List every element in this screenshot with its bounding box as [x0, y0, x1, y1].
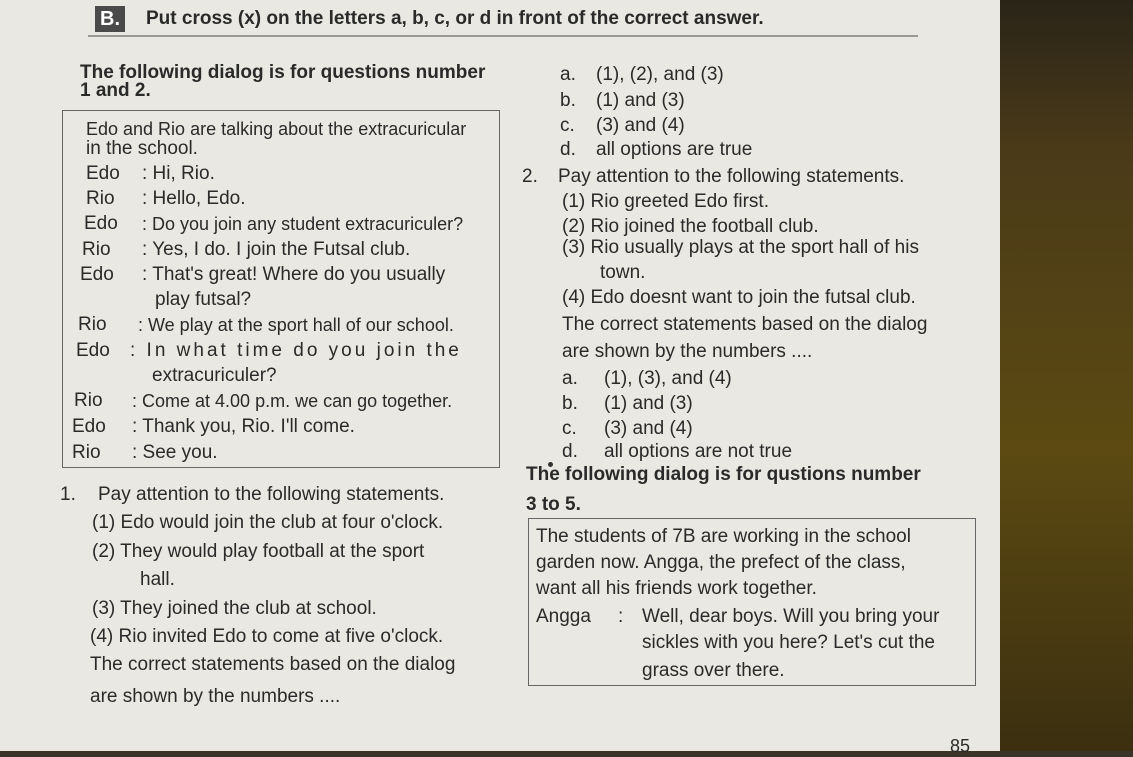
dialog2-context2: garden now. Angga, the prefect of the class, — [536, 552, 906, 573]
dialog1-speaker: Rio — [74, 390, 103, 411]
dialog2-context3: want all his friends work together. — [536, 578, 817, 599]
page-number: 85 — [950, 736, 971, 756]
q2-option-text: all options are not true — [604, 441, 793, 462]
section-instruction: Put cross (x) on the letters a, b, c, or d in front of the correct answer. — [146, 8, 764, 29]
dialog1-speaker: Edo — [84, 213, 118, 234]
dialog1-speaker: Edo — [76, 340, 110, 361]
q1-option-text: (3) and (4) — [596, 115, 685, 136]
q1-stem: Pay attention to the following statements. — [98, 484, 445, 505]
dialog1-line-continued: extracuriculer? — [152, 365, 277, 386]
q2-option-text: (1), (3), and (4) — [604, 368, 732, 389]
dialog1-line: : Hello, Edo. — [142, 188, 246, 209]
q2-statement: (2) Rio joined the football club. — [562, 216, 819, 237]
q1-option-text: (1), (2), and (3) — [596, 64, 724, 85]
dialog1-line: : Come at 4.00 p.m. we can go together. — [132, 391, 453, 411]
q2-prompt-line1: The correct statements based on the dialog — [562, 314, 928, 335]
q2-statement: (4) Edo doesnt want to join the futsal club. — [562, 287, 916, 308]
dialog1-speaker: Rio — [72, 442, 101, 463]
dialog1-line: : See you. — [132, 442, 218, 463]
dialog1-speaker: Rio — [82, 239, 111, 260]
dialog1-speaker: Rio — [86, 188, 115, 209]
dialog1-context1: Edo and Rio are talking about the extracuricular — [86, 119, 467, 139]
q2-statement: (3) Rio usually plays at the sport hall of his — [562, 237, 919, 258]
q1-statement: (2) They would play football at the sport — [92, 541, 425, 562]
dialog1-line: : We play at the sport hall of our school. — [138, 315, 454, 335]
dialog1-line: : Yes, I do. I join the Futsal club. — [142, 239, 411, 260]
q2-statement: (1) Rio greeted Edo first. — [562, 191, 769, 212]
q1-prompt-line1: The correct statements based on the dialog — [90, 654, 456, 675]
q2-option-letter[interactable]: b. — [562, 393, 578, 414]
q2-option-letter[interactable]: d. — [562, 441, 578, 462]
dialog1-line: : In what time do you join the — [130, 340, 462, 361]
q1-option-letter[interactable]: b. — [560, 90, 576, 111]
dialog1-line: : That's great! Where do you usually — [142, 264, 446, 285]
q2-stem: Pay attention to the following statements. — [558, 166, 905, 187]
dialog1-speaker: Rio — [78, 314, 107, 335]
section-letter-badge: B. — [95, 6, 125, 32]
dialog1-box — [62, 110, 500, 468]
dialog1-line: : Do you join any student extracuriculer? — [142, 214, 464, 234]
intro1-line1: The following dialog is for questions number — [80, 62, 486, 83]
intro2-line1: The following dialog is for qustions number — [526, 464, 921, 485]
q1-option-letter[interactable]: d. — [560, 139, 576, 160]
q2-option-text: (3) and (4) — [604, 418, 693, 439]
dialog1-speaker: Edo — [80, 264, 114, 285]
q1-statement: (1) Edo would join the club at four o'clock. — [92, 512, 444, 533]
q1-option-text: (1) and (3) — [596, 90, 685, 111]
dialog2-line2: sickles with you here? Let's cut the — [642, 632, 935, 653]
q2-statement-continued: town. — [600, 262, 646, 283]
background-surface — [1000, 0, 1133, 751]
intro1-line2: 1 and 2. — [80, 80, 151, 101]
q1-statement-continued: hall. — [140, 569, 175, 590]
dialog1-line: : Hi, Rio. — [142, 163, 215, 184]
dialog1-line: : Thank you, Rio. I'll come. — [132, 416, 355, 437]
q1-option-text: all options are true — [596, 139, 753, 160]
q1-statement: (3) They joined the club at school. — [92, 598, 377, 619]
dialog1-speaker: Edo — [72, 416, 106, 437]
dialog2-line3: grass over there. — [642, 660, 785, 681]
dialog1-line-continued: play futsal? — [155, 289, 252, 310]
q1-option-letter[interactable]: c. — [560, 115, 575, 136]
q1-statement: (4) Rio invited Edo to come at five o'clock. — [90, 626, 444, 647]
dialog2-speaker: Angga — [536, 606, 591, 627]
q1-prompt-line2: are shown by the numbers .... — [90, 686, 341, 707]
q2-option-letter[interactable]: c. — [562, 418, 577, 439]
q2-prompt-line2: are shown by the numbers .... — [562, 341, 813, 362]
intro2-line2: 3 to 5. — [526, 494, 581, 515]
dialog1-context2: in the school. — [86, 138, 198, 159]
dialog1-speaker: Edo — [86, 163, 120, 184]
q1-number: 1. — [60, 484, 76, 505]
dialog2-line1: Well, dear boys. Will you bring your — [642, 606, 940, 627]
q2-option-letter[interactable]: a. — [562, 368, 578, 389]
dialog2-colon: : — [618, 606, 624, 627]
q2-number: 2. — [522, 166, 538, 187]
q2-option-text: (1) and (3) — [604, 393, 693, 414]
dialog2-context1: The students of 7B are working in the school — [536, 526, 911, 547]
q1-option-letter[interactable]: a. — [560, 64, 576, 85]
